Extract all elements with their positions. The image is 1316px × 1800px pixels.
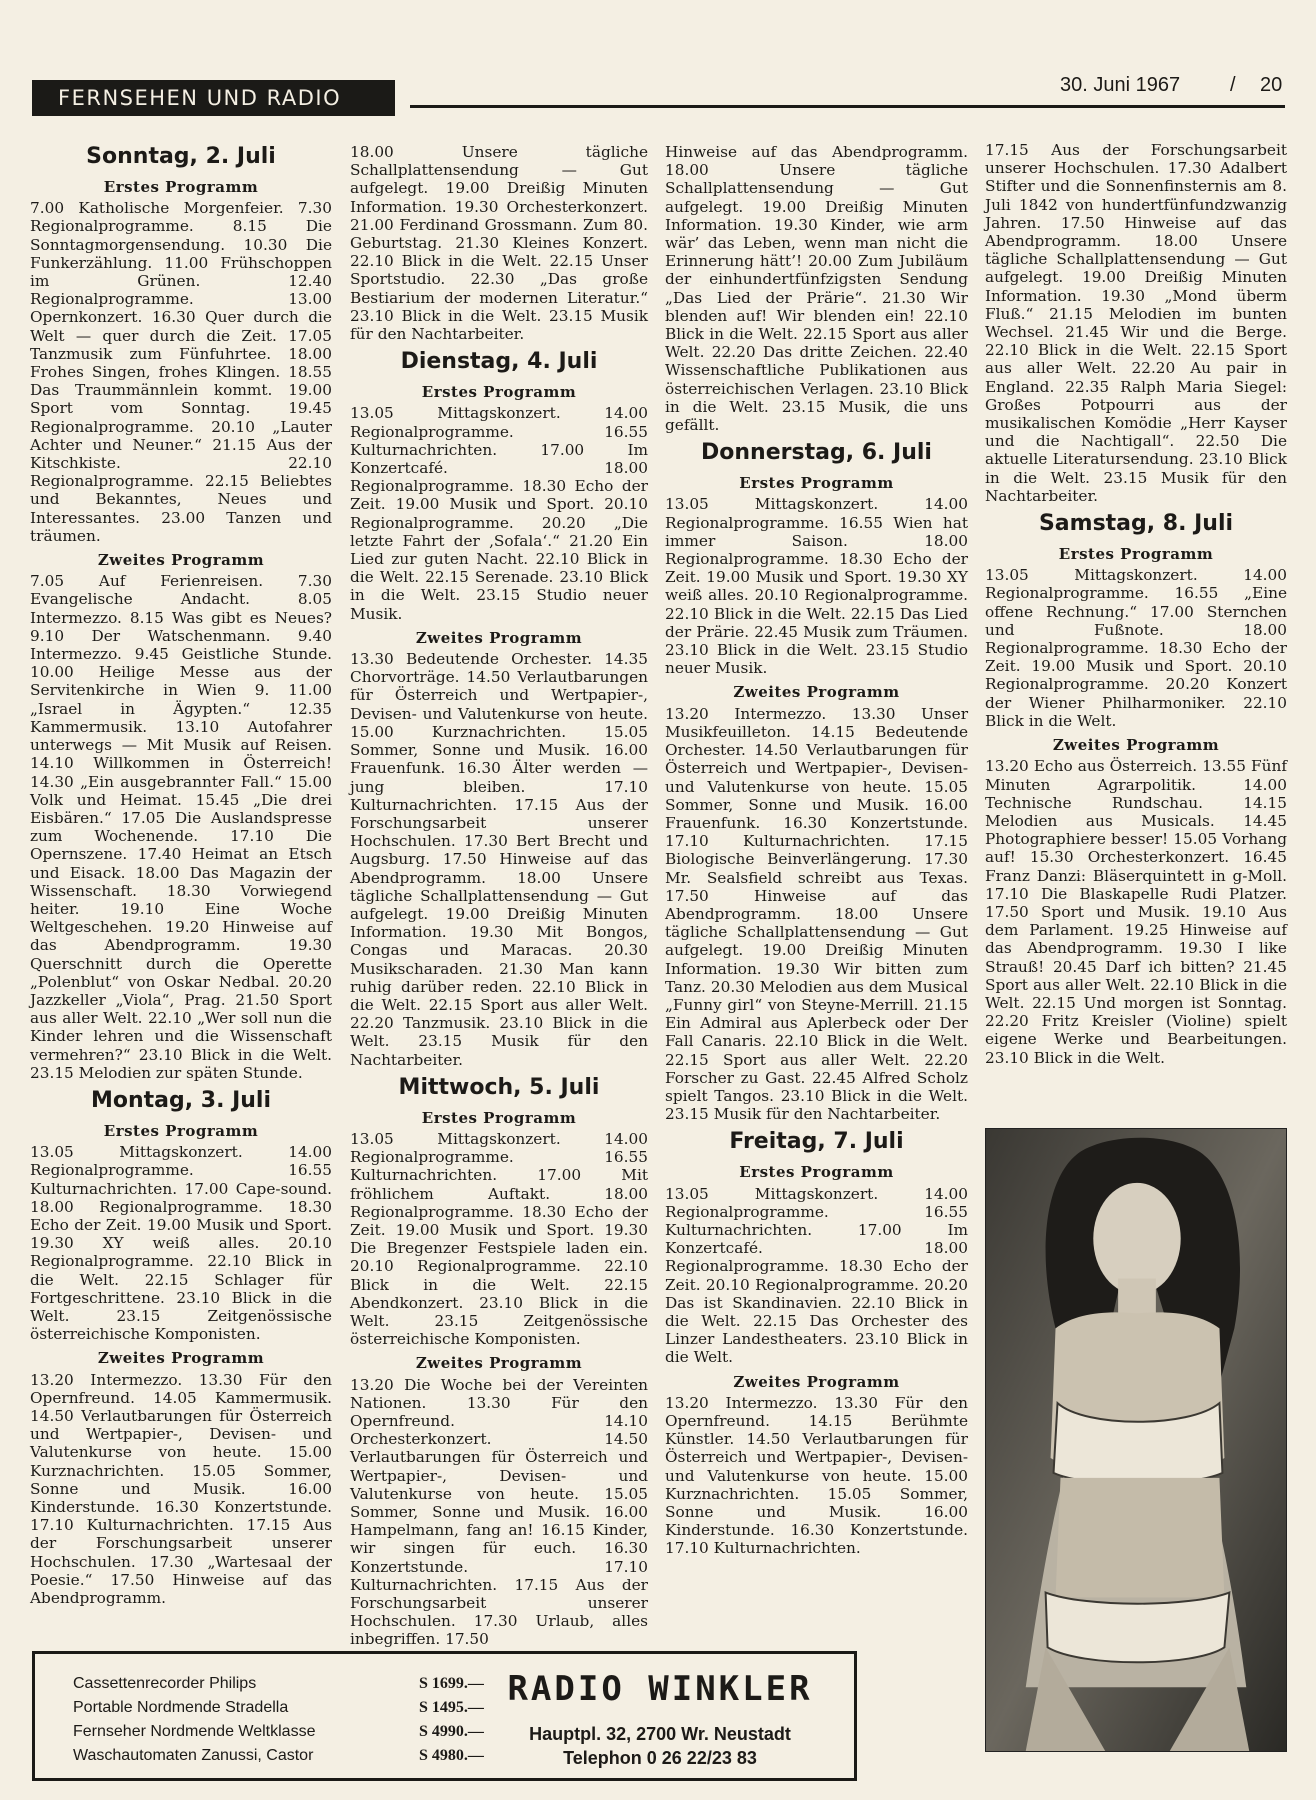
program-heading: Erstes Programm bbox=[739, 1163, 894, 1182]
program-heading: Zweites Programm bbox=[1052, 736, 1220, 755]
ad-row bbox=[73, 1672, 493, 1696]
woman-photo bbox=[985, 1128, 1287, 1752]
ad-price: S 4990.— bbox=[419, 1723, 484, 1740]
ad-address: Hauptpl. 32, 2700 Wr. Neustadt bbox=[529, 1724, 791, 1744]
page-number: 20 bbox=[1260, 74, 1283, 96]
column-2 bbox=[350, 143, 648, 1655]
ad-row bbox=[73, 1720, 493, 1744]
ad-product: Waschautomaten Zanussi, Castor bbox=[73, 1747, 314, 1764]
header-separator: / bbox=[1230, 74, 1236, 96]
schedule-text: 13.05 Mittagskonzert. 14.00 Regionalprogramme. 16.55 Wien hat immer Saison. 18.00 Regionalprogramme. 18.30 Echo der Zeit. 19.00 Musik und Sport. 19.30 XY weiß alles. 20.10 Regionalprogramme. 22.10 Blick in die Welt. 22.15 Das Lied der Prärie. 22.45 Musik zum Träumen. 23.10 Blick in die Welt. 23.15 Studio neuer Musik. bbox=[665, 495, 968, 678]
ad-product: Cassettenrecorder Philips bbox=[73, 1675, 257, 1692]
schedule-text: 13.20 Intermezzo. 13.30 Unser Musikfeuilleton. 14.15 Bedeutende Orchester. 14.50 Verlautbarungen für Österreich und Wertpapier-, Devisen- und Valutenkurse von heute. 15.05 Sommer, Sonne und Musik. 16.00 Frauenfunk. 16.30 Konzertstunde. 17.10 Kulturnachrichten. 17.15 Biologische Beinverlängerung. 17.30 Mr. Sealsfield schreibt aus Texas. 17.50 Hinweise auf das Abendprogramm. 18.00 Unsere tägliche Schallplattensendung — Gut aufgelegt. 19.00 Dreißig Minuten Information. 19.30 Wir bitten zum Tanz. 20.30 Melodien aus dem Musical „Funny girl“ von Steyne-Merrill. 21.15 Ein Admiral aus Aplerbeck oder Der Fall Canaris. 22.10 Blick in die Welt. 22.15 Sport aus aller Welt. 22.20 Forscher zu Gast. 22.45 Alfred Scholz spielt Tangos. 23.10 Blick in die Welt. 23.15 Musik für den Nachtarbeiter. bbox=[665, 704, 968, 1124]
ad-product: Fernseher Nordmende Weltklasse bbox=[73, 1723, 316, 1740]
program-heading: Erstes Programm bbox=[421, 383, 577, 402]
photo-illustration bbox=[986, 1129, 1286, 1751]
ad-product-list bbox=[73, 1672, 493, 1768]
ad-phone: Telephon 0 26 22/23 83 bbox=[563, 1748, 757, 1768]
header-rule bbox=[410, 105, 1285, 108]
radio-winkler-ad bbox=[32, 1651, 857, 1781]
schedule-text: 13.30 Bedeutende Orchester. 14.35 Chorvorträge. 14.50 Verlautbarungen für Österreich und Wertpapier-, Devisen- und Valutenkurse von heute. 15.00 Kurznachrichten. 15.05 Sommer, Sonne und Musik. 16.00 Frauenfunk. 16.30 Älter werden — jung bleiben. 17.10 Kulturnachrichten. 17.15 Aus der Forschungsarbeit unserer Hochschulen. 17.30 Bert Brecht und Augsburg. 17.50 Hinweise auf das Abendprogramm. 18.00 Unsere tägliche Schallplattensendung — Gut aufgelegt. 19.00 Dreißig Minuten Information. 19.30 Mit Bongos, Congas und Maracas. 20.30 Musikscharaden. 21.30 Man kann ruhig darüber reden. 22.10 Blick in die Welt. 22.15 Sport aus aller Welt. 22.20 Tanzmusik. 23.10 Blick in die Welt. 23.15 Musik für den Nachtarbeiter. bbox=[350, 650, 648, 1069]
column-3 bbox=[665, 143, 968, 1564]
schedule-text: 13.20 Intermezzo. 13.30 Für den Opernfreund. 14.05 Kammermusik. 14.50 Verlautbarungen für Österreich und Wertpapier-, Devisen- und Valutenkurse von heute. 15.00 Kurznachrichten. 15.05 Sommer, Sonne und Musik. 16.00 Kinderstunde. 16.30 Konzertstunde. 17.10 Kulturnachrichten. 17.15 Aus der Forschungsarbeit unserer Hochschulen. 17.30 „Wartesaal der Poesie.“ 17.50 Hinweise auf das Abendprogramm. bbox=[30, 1370, 332, 1608]
program-heading: Erstes Programm bbox=[103, 178, 259, 196]
ad-price: S 1495.— bbox=[419, 1699, 484, 1716]
ad-price: S 4980.— bbox=[419, 1747, 484, 1764]
day-heading: Samstag, 8. Juli bbox=[1038, 511, 1234, 537]
schedule-text: 13.20 Die Woche bei der Vereinten Nationen. 13.30 Für den Opernfreund. 14.10 Orchesterkonzert. 14.50 Verlautbarungen für Österreich und Wertpapier-, Devisen- und Valutenkurse von heute. 15.05 Sommer, Sonne und Musik. 16.00 Hampelmann, fang an! 16.15 Kinder, wir singen für euch. 16.30 Konzertstunde. 17.10 Kulturnachrichten. 17.15 Aus der Forschungsarbeit unserer Hochschulen. 17.30 Urlaub, alles inbegriffen. 17.50 bbox=[350, 1375, 648, 1649]
program-heading: Zweites Programm bbox=[97, 1349, 265, 1368]
schedule-text: 18.00 Unsere tägliche Schallplattensendung — Gut aufgelegt. 19.00 Dreißig Minuten Information. 19.30 Orchesterkonzert. 21.00 Ferdinand Grossmann. Zum 80. Geburtstag. 21.30 Kleines Konzert. 22.10 Blick in die Welt. 22.15 Unser Sportstudio. 22.30 „Das große Bestiarium der modernen Literatur.“ 23.10 Blick in die Welt. 23.15 Musik für den Nachtarbeiter. bbox=[350, 143, 648, 344]
day-heading: Dienstag, 4. Juli bbox=[400, 349, 598, 375]
program-heading: Erstes Programm bbox=[421, 1108, 577, 1127]
program-heading: Zweites Programm bbox=[415, 1354, 583, 1373]
ad-brand-name: RADIO WINKLER bbox=[507, 1669, 813, 1709]
schedule-text: 7.05 Auf Ferienreisen. 7.30 Evangelische Andacht. 8.05 Intermezzo. 8.15 Was gibt es Neues? 9.10 Der Watschenmann. 9.40 Intermezzo. 9.45 Geistliche Stunde. 10.00 Heilige Messe aus der Servitenkirche in Wien 9. 11.00 „Israel in Ägypten.“ 12.35 Kammermusik. 13.10 Autofahrer unterwegs — Mit Musik auf Reisen. 14.10 Willkommen in Österreich! 14.30 „Ein ausgebrannter Fall.“ 15.00 Volk und Heimat. 15.45 „Die drei Eisbären.“ 17.05 Die Auslandspresse zum Wochenende. 17.10 Die Opernszene. 17.40 Heimat an Etsch und Eisack. 18.00 Das Magazin der Wissenschaft. 18.30 Vorwiegend heiter. 19.10 Eine Woche Weltgeschehen. 19.20 Hinweise auf das Abendprogramm. 19.30 Querschnitt durch die Operette „Polenblut“ von Oskar Nedbal. 20.20 Jazzkeller „Viola“, Prag. 21.50 Sport aus aller Welt. 22.10 „Wer soll nun die Kinder lehren und die Wissenschaft vermehren?“ 23.10 Blick in die Welt. 23.15 Melodien zur späten Stunde. bbox=[30, 572, 332, 1082]
schedule-text: 13.05 Mittagskonzert. 14.00 Regionalprogramme. 16.55 „Eine offene Rechnung.“ 17.00 Sternchen und Fußnote. 18.00 Regionalprogramme. 18.30 Echo der Zeit. 19.00 Musik und Sport. 20.10 Regionalprogramme. 20.20 Konzert der Wiener Philharmoniker. 22.10 Blick in die Welt. bbox=[985, 566, 1287, 730]
program-heading: Zweites Programm bbox=[415, 628, 583, 647]
schedule-text: Hinweise auf das Abendprogramm. 18.00 Unsere tägliche Schallplattensendung — Gut aufgelegt. 19.00 Dreißig Minuten Information. 19.30 Kinder, wie arm wär’ das Leben, wenn man nicht die Erinnerung hätt’! 20.00 Zum Jubiläum der einhundertfünfzigsten Sendung „Das Lied der Prärie“. 21.30 Wir blenden auf! Wir blenden ein! 22.10 Blick in die Welt. 22.15 Sport aus aller Welt. 22.20 Das dritte Zeichen. 22.40 Wissenschaftliche Publikationen aus österreichischen Verlagen. 23.10 Blick in die Welt. 23.15 Musik, die uns gefällt. bbox=[665, 143, 968, 435]
column-4 bbox=[985, 141, 1287, 1073]
schedule-text: 13.05 Mittagskonzert. 14.00 Regionalprogramme. 16.55 Kulturnachrichten. 17.00 Cape-sound. 18.00 Regionalprogramme. 18.30 Echo der Zeit. 19.00 Musik und Sport. 19.30 XY weiß alles. 20.10 Regionalprogramme. 22.10 Blick in die Welt. 22.15 Schlager für Fortgeschrittene. 23.10 Blick in die Welt. 23.15 Zeitgenössische österreichische Komponisten. bbox=[30, 1143, 332, 1344]
program-heading: Erstes Programm bbox=[103, 1121, 259, 1140]
schedule-text: 13.20 Echo aus Österreich. 13.55 Fünf Minuten Agrarpolitik. 14.00 Technische Rundschau. 14.15 Melodien aus Musicals. 14.45 Photographiere besser! 15.05 Vorhang auf! 15.30 Orchesterkonzert. 16.45 Franz Danzi: Bläserquintett in g-Moll. 17.10 Die Blaskapelle Rudi Platzer. 17.50 Sport und Musik. 19.10 Aus dem Parlament. 19.25 Hinweise auf das Abendprogramm. 19.30 I like Strauß! 20.45 Darf ich bitten? 21.45 Sport aus aller Welt. 22.10 Blick in die Welt. 22.15 Und morgen ist Sonntag. 22.20 Fritz Kreisler (Violine) spielt eigene Werke und Bearbeitungen. 23.10 Blick in die Welt. bbox=[985, 757, 1287, 1067]
ad-row bbox=[73, 1744, 493, 1768]
program-heading: Zweites Programm bbox=[97, 551, 265, 570]
day-heading: Donnerstag, 6. Juli bbox=[701, 440, 932, 466]
issue-date: 30. Juni 1967 bbox=[1060, 74, 1181, 96]
ad-row bbox=[73, 1696, 493, 1720]
day-heading: Mittwoch, 5. Juli bbox=[398, 1074, 600, 1100]
schedule-text: 17.15 Aus der Forschungsarbeit unserer Hochschulen. 17.30 Adalbert Stifter und die Sonnenfinsternis am 8. Juli 1842 von hundertfünfundzwanzig Jahren. 17.50 Hinweise auf das Abendprogramm. 18.00 Unsere tägliche Schallplattensendung — Gut aufgelegt. 19.00 Dreißig Minuten Information. 19.30 „Mond überm Fluß.“ 21.15 Melodien im bunten Wechsel. 21.45 Wir und die Berge. 22.10 Blick in die Welt. 22.15 Sport aus aller Welt. 22.20 Au pair in England. 22.35 Ralph Maria Siegel: Großes Potpourri aus der musikalischen Komödie „Herr Kayser und die Nachtigall“. 22.50 Die aktuelle Literatursendung. 23.10 Blick in die Welt. 23.15 Musik für den Nachtarbeiter. bbox=[985, 141, 1287, 505]
program-heading: Zweites Programm bbox=[733, 683, 900, 702]
ad-product: Portable Nordmende Stradella bbox=[73, 1699, 289, 1716]
day-heading: Sonntag, 2. Juli bbox=[86, 144, 276, 169]
section-title: FERNSEHEN UND RADIO bbox=[32, 80, 395, 116]
column-1 bbox=[30, 140, 332, 1613]
schedule-text: 13.05 Mittagskonzert. 14.00 Regionalprogramme. 16.55 Kulturnachrichten. 17.00 Im Konzertcafé. 18.00 Regionalprogramme. 18.30 Echo der Zeit. 19.00 Musik und Sport. 20.10 Regionalprogramme. 20.20 „Die letzte Fahrt der ‚Sofala‘.“ 21.20 Ein Lied zur guten Nacht. 22.10 Blick in die Welt. 22.15 Serenade. 23.10 Blick in die Welt. 23.15 Studio neuer Musik. bbox=[350, 404, 648, 623]
program-heading: Erstes Programm bbox=[1058, 545, 1214, 564]
schedule-text: 13.05 Mittagskonzert. 14.00 Regionalprogramme. 16.55 Kulturnachrichten. 17.00 Im Konzertcafé. 18.00 Regionalprogramme. 18.30 Echo der Zeit. 20.10 Regionalprogramme. 20.20 Das ist Skandinavien. 22.10 Blick in die Welt. 22.15 Das Orchester des Linzer Landestheaters. 23.10 Blick in die Welt. bbox=[665, 1184, 968, 1367]
program-heading: Zweites Programm bbox=[733, 1372, 900, 1391]
day-heading: Montag, 3. Juli bbox=[90, 1087, 272, 1113]
schedule-text: 7.00 Katholische Morgenfeier. 7.30 Regionalprogramme. 8.15 Die Sonntagmorgensendung. 10.30 Die Funkerzählung. 11.00 Frühschoppen im Grünen. 12.40 Regionalprogramme. 13.00 Opernkonzert. 16.30 Quer durch die Welt — quer durch die Zeit. 17.05 Tanzmusik zum Fünfuhrtee. 18.00 Frohes Singen, frohes Klingen. 18.55 Das Traummännlein kommt. 19.00 Sport vom Sonntag. 19.45 Regionalprogramme. 20.10 „Lauter Achter und Neuner.“ 21.15 Aus der Kitschkiste. 22.10 Regionalprogramme. 22.15 Beliebtes und Bekanntes, Neues und Interessantes. 23.00 Tanzen und träumen. bbox=[30, 199, 332, 545]
schedule-text: 13.05 Mittagskonzert. 14.00 Regionalprogramme. 16.55 Kulturnachrichten. 17.00 Mit fröhlichem Auftakt. 18.00 Regionalprogramme. 18.30 Echo der Zeit. 19.00 Musik und Sport. 19.30 Die Bregenzer Festspiele laden ein. 20.10 Regionalprogramme. 22.10 Blick in die Welt. 22.15 Abendkonzert. 23.10 Blick in die Welt. 23.15 Zeitgenössische österreichische Komponisten. bbox=[350, 1129, 648, 1349]
program-heading: Erstes Programm bbox=[739, 474, 894, 493]
ad-price: S 1699.— bbox=[419, 1675, 484, 1692]
day-heading: Freitag, 7. Juli bbox=[729, 1129, 904, 1155]
schedule-text: 13.20 Intermezzo. 13.30 Für den Opernfreund. 14.15 Berühmte Künstler. 14.50 Verlautbarungen für Österreich und Wertpapier-, Devisen- und Valutenkurse von heute. 15.00 Kurznachrichten. 15.05 Sommer, Sonne und Musik. 16.00 Kinderstunde. 16.30 Konzertstunde. 17.10 Kulturnachrichten. bbox=[665, 1393, 968, 1558]
